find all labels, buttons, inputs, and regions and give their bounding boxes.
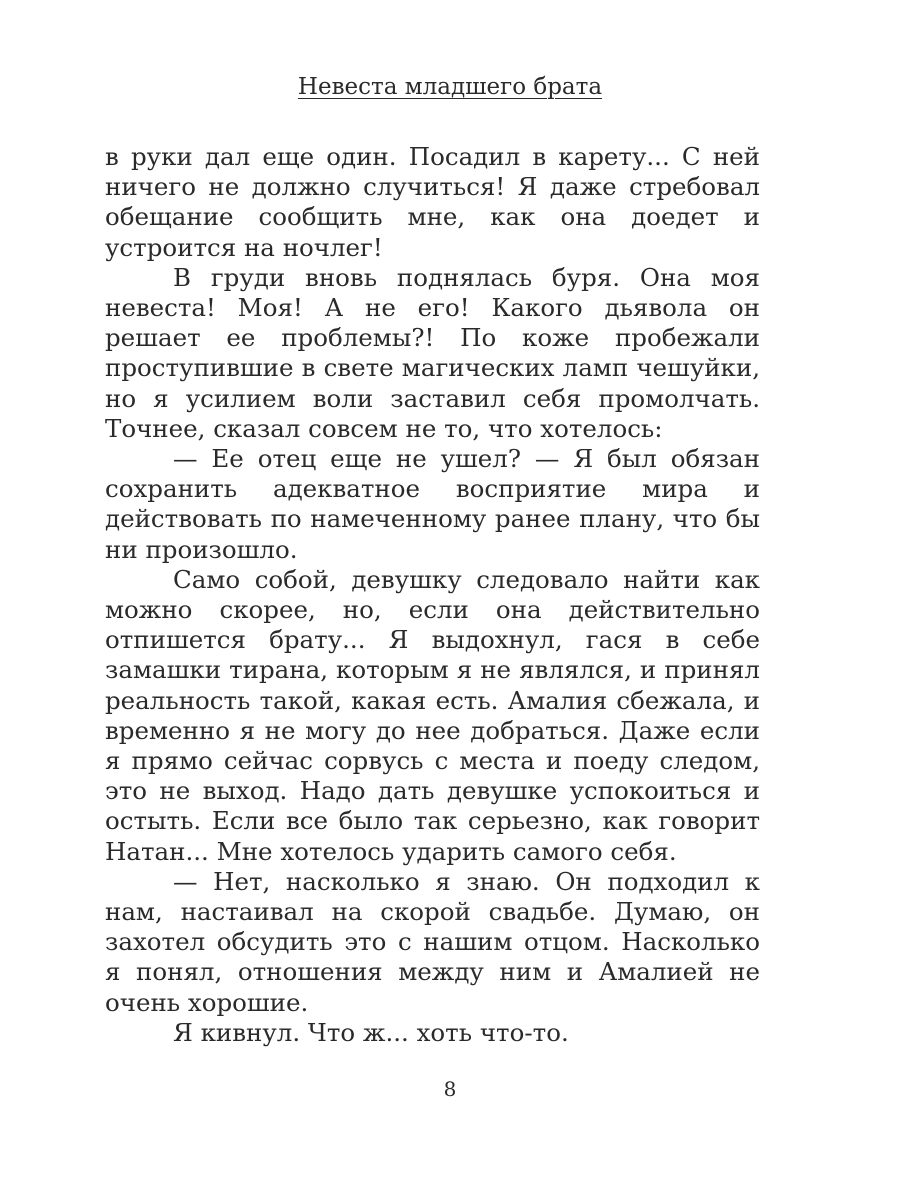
paragraph: В груди вновь поднялась буря. Она моя невеста! Моя! А не его! Какого дьявола он решает ее проблемы?! По коже пробежали проступившие в свете магических ламп чешуйки, но я усилием воли заставил себя промолчать. Точнее, сказал совсем не то, что хотелось: — [105, 262, 760, 443]
dialogue-paragraph: — Ее отец еще не ушел? — Я был обязан сохранить адекватное восприятие мира и действовать по намеченному ранее плану, что бы ни произошло. — [105, 444, 760, 564]
book-title: Невеста младшего брата — [297, 74, 603, 100]
page-number: 8 — [443, 1077, 457, 1101]
running-header — [0, 70, 900, 104]
paragraph: Я кивнул. Что ж... хоть что-то. — [173, 1017, 569, 1047]
page-body — [105, 142, 760, 1048]
paragraph: Само собой, девушку следовало найти как можно скорее, но, если она действительно отпишется брату... Я выдохнул, гася в себе замашки тирана, которым я не являлся, и принял реальность такой, какая есть. Амалия сбежала, и временно я не могу до нее добраться. Даже если я прямо сейчас сорвусь с места и поеду следом, это не выход. Надо дать девушке успокоиться и остыть. Если все было так серьезно, как говорит Натан... Мне хотелось ударить самого себя. — [105, 564, 760, 866]
paragraph-continued: в руки дал еще один. Посадил в карету... С ней ничего не должно случиться! Я даже стребовал обещание сообщить мне, как она доедет и устроится на ночлег! — [105, 142, 760, 262]
dialogue-paragraph: — Нет, насколько я знаю. Он подходил к нам, настаивал на скорой свадьбе. Думаю, он захотел обсудить это с нашим отцом. Насколько я понял, отношения между ним и Амалией не очень хорошие. — [105, 866, 760, 1017]
